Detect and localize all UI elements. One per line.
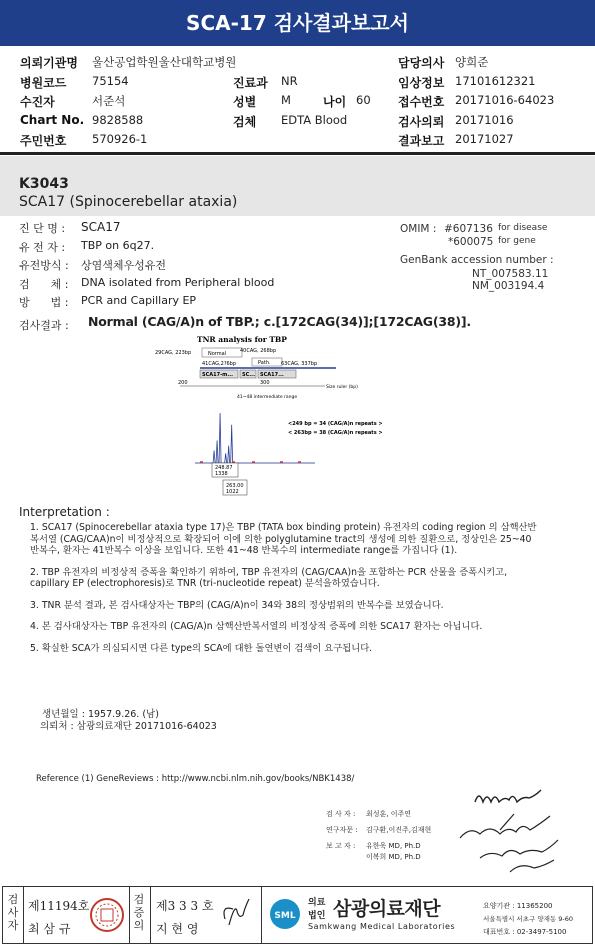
field-value: 17101612321 <box>455 73 536 88</box>
repeat-label-2: < 263bp = 38 (CAG/A)n repeats > <box>288 430 383 436</box>
header-divider <box>0 152 595 155</box>
field-value: 20171016 <box>455 112 514 127</box>
label-path: Path. <box>258 360 271 366</box>
signature-name: 최성훈, 이주연 <box>366 810 412 818</box>
license-number: 제11194호 <box>28 899 90 913</box>
field-label: 의뢰기관명 <box>20 56 78 70</box>
field-label: 진료과 <box>233 75 268 90</box>
field-value: NR <box>281 73 298 88</box>
label-29cag: 29CAG, 223bp <box>155 350 192 356</box>
field-value: M <box>281 93 291 107</box>
seal-icon <box>89 897 125 933</box>
tick-200: 200 <box>178 380 188 386</box>
signature-label: 보 고 자 : <box>326 842 356 850</box>
header-row <box>233 113 393 133</box>
detail-value: PCR and Capillary EP <box>81 294 197 307</box>
signature-name: 이복희 MD, Ph.D <box>366 853 421 861</box>
field-value: EDTA Blood <box>281 112 348 127</box>
signature-name: 유한욱 MD, Ph.D <box>366 842 421 850</box>
detail-value: TBP on 6q27. <box>81 238 155 252</box>
footer-role-label: 검 사 자 <box>7 893 19 932</box>
header-row <box>20 132 250 152</box>
test-code: K3043 <box>19 176 69 192</box>
verifier-name: 지 현 영 <box>156 922 199 936</box>
field-value: 양희준 <box>455 55 489 69</box>
genbank-label: GenBank accession number : <box>400 254 554 266</box>
intermediate-label: 41~48 intermediate range <box>237 395 298 400</box>
org-code: 요양기관 : 11365200 <box>483 902 553 910</box>
license-number: 제3 3 3 호 <box>156 899 214 913</box>
detail-row <box>19 276 319 295</box>
interpretation-list <box>30 522 540 664</box>
field-label: 접수번호 <box>398 95 445 109</box>
header-row <box>20 113 250 133</box>
test-details <box>19 220 319 313</box>
label-63cag: 63CAG, 337bp <box>281 361 318 367</box>
field-label: 수진자 <box>20 95 55 109</box>
header-col3 <box>398 54 593 152</box>
peak-height: 1022 <box>226 489 239 495</box>
field-label: 임상정보 <box>398 75 445 90</box>
field-value: 20171027 <box>455 132 514 146</box>
label-40cag: 40CAG, 268bp <box>240 348 277 354</box>
field-label: Chart No. <box>20 112 85 127</box>
field-value: 75154 <box>92 73 129 88</box>
peak-size: 263.00 <box>226 483 244 489</box>
interpretation-item: 2. TBP 유전자의 비정상적 증폭을 확인하기 위하여, TBP 유전자의 (CAG/CAA)n을 포함하는 PCR 산물을 증폭시키고, capillary EP (electrophoresis)로 TNR (tri-nucleotide repeat) 분석을하였습니다. <box>30 566 508 589</box>
omim-desc: for disease <box>498 223 548 233</box>
report-title: SCA-17 검사결과보고서 <box>0 0 595 46</box>
detail-value: SCA17 <box>81 220 121 234</box>
interpretation-item: 1. SCA17 (Spinocerebellar ataxia type 17)은 TBP (TATA box binding protein) 유전자의 coding region 의 삼핵산반복서열 (CAG/CAA)n이 비정상적으로 확장되어 이에 의한 polyglutamine tract의 생성에 의한 질환으로, 정상인은 25~40반복수, 환자는 41반복수 이상을 보입니다. 또한 41~48 반복수의 intermediate range를 가집니다 (1). <box>30 522 537 556</box>
org-prefix-2: 법인 <box>308 911 326 921</box>
handwritten-signatures <box>440 780 590 880</box>
tnr-figure <box>140 330 410 500</box>
inspector-name: 최 삼 규 <box>28 922 71 936</box>
interpretation-item: 4. 본 검사대상자는 TBP 유전자의 (CAG/A)n 삼핵산반복서열의 비정상적 증폭에 의한 SCA17 환자는 아닙니다. <box>30 621 483 632</box>
result-value: Normal (CAG/A)n of TBP.; c.[172CAG(34)];[172CAG(38)]. <box>88 314 471 329</box>
header-row <box>398 113 593 133</box>
sml-logo-text: SML <box>274 911 296 921</box>
header-row <box>398 54 593 74</box>
omim-id: *600075 <box>448 236 494 248</box>
verifier-signature <box>217 897 251 933</box>
tick-300: 300 <box>260 380 270 386</box>
figure-title: TNR analysis for TBP <box>197 335 287 344</box>
header-row <box>20 54 250 74</box>
interpretation-title: Interpretation : <box>19 505 110 519</box>
header-row <box>398 74 593 94</box>
field-value: 울산공업학원울산대학교병원 <box>92 55 237 69</box>
footer-role-label: 검 증 의 <box>133 893 145 932</box>
detail-value: 상염색체우성유전 <box>81 259 167 272</box>
birth-date: 생년월일 : 1957.9.26. (남) <box>42 709 159 720</box>
header-row <box>233 93 393 113</box>
age-value: 60 <box>356 93 371 107</box>
field-label: 병원코드 <box>20 75 67 90</box>
org-phone: 대표번호 : 02-3497-5100 <box>483 928 567 936</box>
field-value: 20171016-64023 <box>455 93 555 107</box>
detail-value: DNA isolated from Peripheral blood <box>81 275 275 289</box>
header-row <box>233 74 393 94</box>
header-row <box>20 74 250 94</box>
detail-label: 진 단 명 : <box>19 222 66 235</box>
bin-label: SCA17-m... <box>202 372 234 378</box>
detail-row <box>19 239 319 258</box>
age-label: 나이 <box>323 95 347 109</box>
result-label: 검사결과 : <box>19 319 69 332</box>
omim-desc: for gene <box>498 236 536 246</box>
label-41cag: 41CAG,2?6bp <box>202 361 237 367</box>
detail-row <box>19 257 319 276</box>
label-normal: Normal <box>208 351 227 357</box>
org-name: 삼광의료재단 <box>333 898 441 920</box>
interpretation-item: 5. 확실한 SCA가 의심되시면 다른 type의 SCA에 대한 돌연변이 검색이 요구됩니다. <box>30 642 373 654</box>
genbank-id: NT_007583.11 <box>472 268 549 280</box>
detail-row <box>19 294 319 313</box>
bin-label: SC... <box>242 372 255 378</box>
test-name: SCA17 (Spinocerebellar ataxia) <box>19 194 238 210</box>
detail-label: 방 법 : <box>19 296 69 309</box>
footer <box>2 886 593 944</box>
detail-label: 유 전 자 : <box>19 240 66 254</box>
reference: Reference (1) GeneReviews : http://www.ncbi.nlm.nih.gov/books/NBK1438/ <box>36 774 355 784</box>
field-label: 성별 <box>233 95 257 109</box>
field-value: 570926-1 <box>92 132 148 146</box>
org-prefix-1: 의료 <box>308 898 326 908</box>
peak-height: 1338 <box>215 471 228 477</box>
signature-label: 검 사 자 : <box>326 810 356 818</box>
field-label: 결과보고 <box>398 134 445 148</box>
size-ruler-label: Size ruler (bp) <box>326 385 358 390</box>
header-row <box>20 93 250 113</box>
signature-name: 김구환,이진주,김재현 <box>366 826 432 834</box>
field-label: 주민번호 <box>20 134 67 148</box>
omim-id: #607136 <box>444 223 493 235</box>
org-english: Samkwang Medical Laboratories <box>308 922 456 931</box>
header-col2 <box>233 74 393 133</box>
detail-row <box>19 220 319 239</box>
header-row <box>398 132 593 152</box>
field-label: 담당의사 <box>398 56 445 70</box>
field-value: 서준석 <box>92 94 126 108</box>
interpretation-item: 3. TNR 분석 결과, 본 검사대상자는 TBP의 (CAG/A)n이 34와 38의 정상범위의 반복수를 보였습니다. <box>30 599 444 611</box>
signature-label: 연구자문 : <box>326 826 358 834</box>
omim-label: OMIM : <box>400 223 437 235</box>
detail-label: 유전방식 : <box>19 259 69 272</box>
requester: 의뢰처 : 삼광의료재단 20171016-64023 <box>40 721 217 732</box>
genbank-id: NM_003194.4 <box>472 280 545 292</box>
field-label: 검사의뢰 <box>398 114 445 129</box>
header-row <box>398 93 593 113</box>
header-col1 <box>20 54 250 152</box>
sml-logo-icon <box>269 896 303 932</box>
repeat-label-1: <249 bp = 34 (CAG/A)n repeats > <box>288 421 383 427</box>
peak-size: 248.87 <box>215 465 233 471</box>
field-label: 검체 <box>233 114 257 129</box>
bin-label: SCA17... <box>260 372 284 378</box>
field-value: 9828588 <box>92 112 144 127</box>
detail-label: 검 체 : <box>19 277 69 291</box>
org-address: 서울특별시 서초구 양재동 9-60 <box>483 915 574 923</box>
